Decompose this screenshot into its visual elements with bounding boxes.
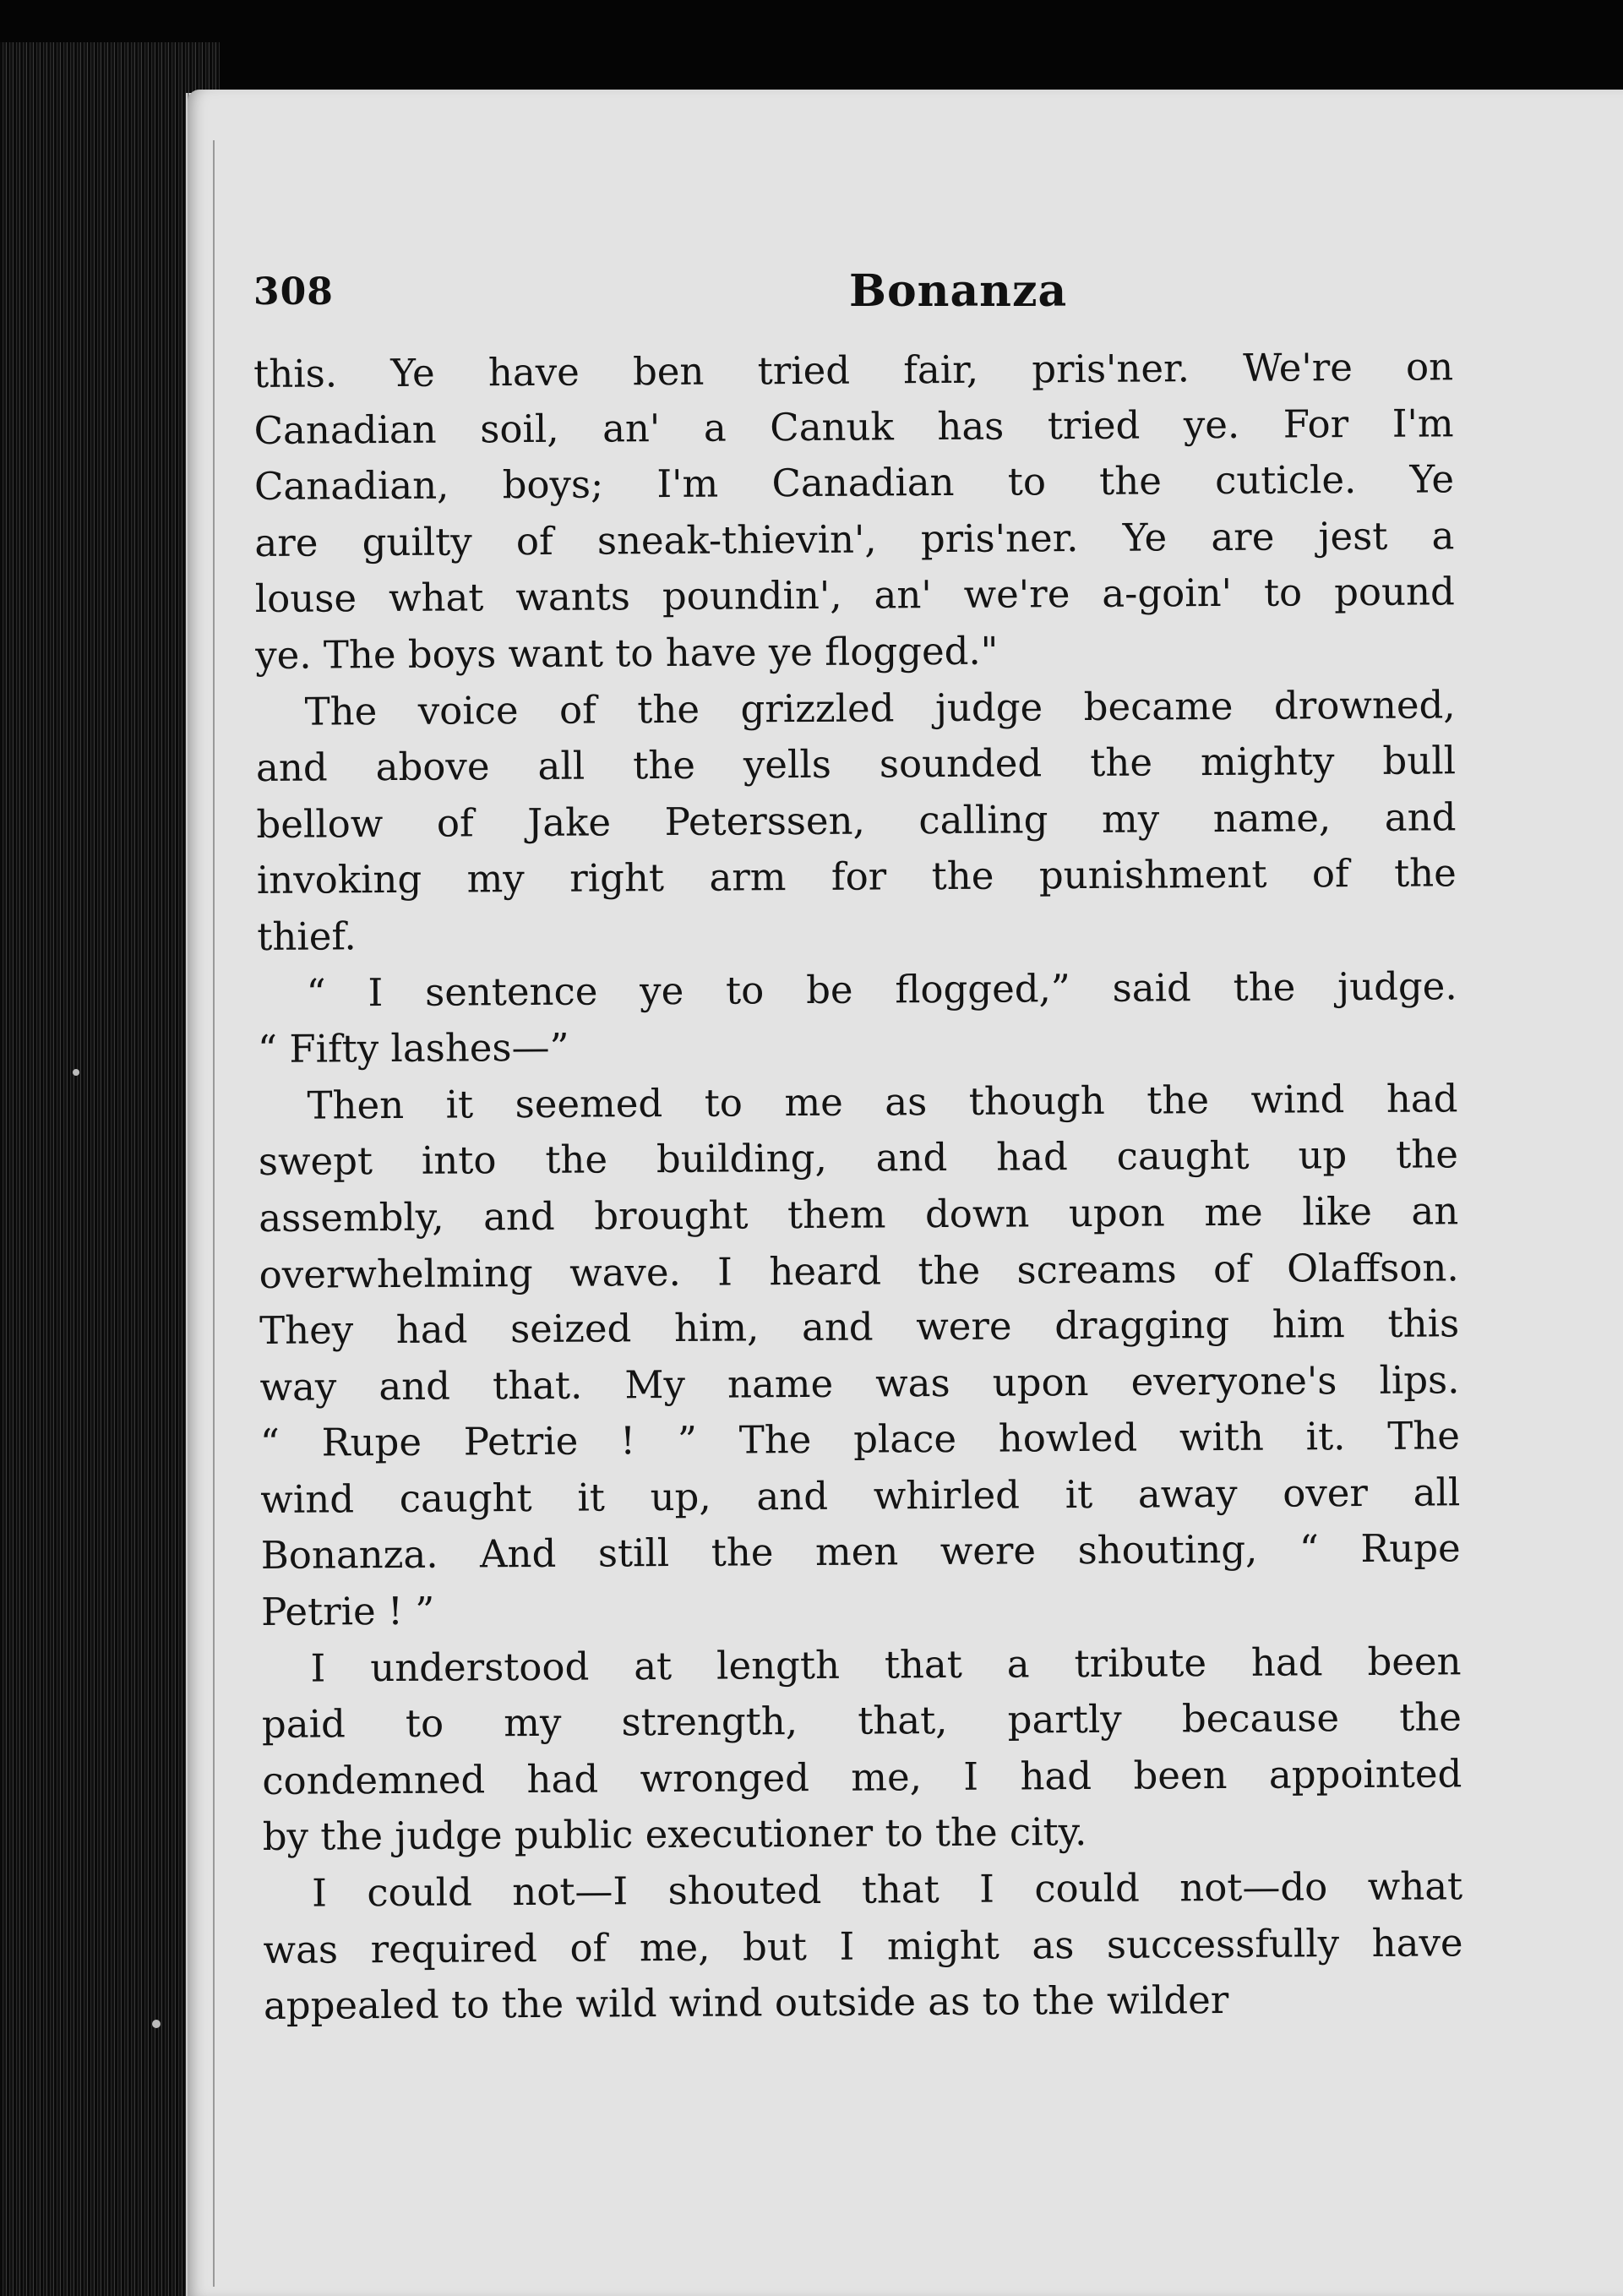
page-edge-stack [0,42,220,2296]
text-line: I understood at length that a tribute had been [310,1638,1462,1691]
text-line: The voice of the grizzled judge became drowned, [304,681,1456,734]
text-line: appealed to the wild wind outside as to the wilder [263,1977,1229,2029]
text-line: Canadian, boys; I'm Canadian to the cuticle. Ye [253,456,1455,510]
paragraph [255,677,1457,966]
text-line: bellow of Jake Peterssen, calling my name, and [256,794,1457,847]
book-title: Bonanza [849,265,1068,317]
text-line: I could not—I shouted that I could not—do what [312,1863,1463,1916]
text-line: ye. The boys want to have ye flogged." [255,628,999,678]
text-line: wind caught it up, and whirled it away over all [260,1470,1461,1522]
text-body [253,339,1463,2034]
text-line: condemned had wronged me, I had been appointed [262,1751,1462,1803]
paragraph [253,339,1455,684]
text-line: louse what wants poundin', an' we're a-goin' to pound [254,569,1455,622]
paragraph [258,1071,1461,1641]
paragraph [263,1858,1463,2034]
running-head [253,265,1436,338]
page-number: 308 [253,270,334,314]
text-line: Bonanza. And still the men were shouting, “ Rupe [260,1525,1461,1579]
text-line: by the judge public executioner to the city. [262,1809,1087,1860]
text-line: “ Fifty lashes—” [257,1024,569,1072]
text-line: Then it seemed to me as though the wind had [307,1076,1458,1128]
text-line: thief. [257,913,357,959]
text-line: paid to my strength, that, partly because the [261,1694,1462,1748]
text-line: this. Ye have ben tried fair, pris'ner. We're on [253,344,1454,396]
text-line: and above all the yells sounded the mighty bull [255,738,1457,791]
text-line: invoking my right arm for the punishment of the [256,850,1457,903]
text-line: Canadian soil, an' a Canuk has tried ye. For I'm [253,400,1454,453]
paragraph [261,1633,1462,1866]
paragraph [257,958,1457,1078]
text-line: way and that. My name was upon everyone's lips. [259,1356,1460,1410]
text-line: swept into the building, and had caught up the [258,1132,1459,1185]
scan-speck [152,2020,161,2028]
text-line: assembly, and brought them down upon me like an [259,1188,1459,1241]
text-line: “ Rupe Petrie ! ” The place howled with it. The [259,1413,1461,1466]
text-line: “ I sentence ye to be flogged,” said the judge. [306,963,1457,1016]
text-line: was required of me, but I might as successfully have [263,1919,1463,1972]
text-line: are guilty of sneak-thievin', pris'ner. Ye are jest a [254,513,1455,565]
text-line: They had seized him, and were dragging him this [259,1301,1460,1354]
gutter-line [213,140,215,2287]
text-line: overwhelming wave. I heard the screams of Olaffson. [259,1244,1459,1297]
text-line: Petrie ! ” [260,1588,435,1635]
scan-speck [73,1069,79,1076]
